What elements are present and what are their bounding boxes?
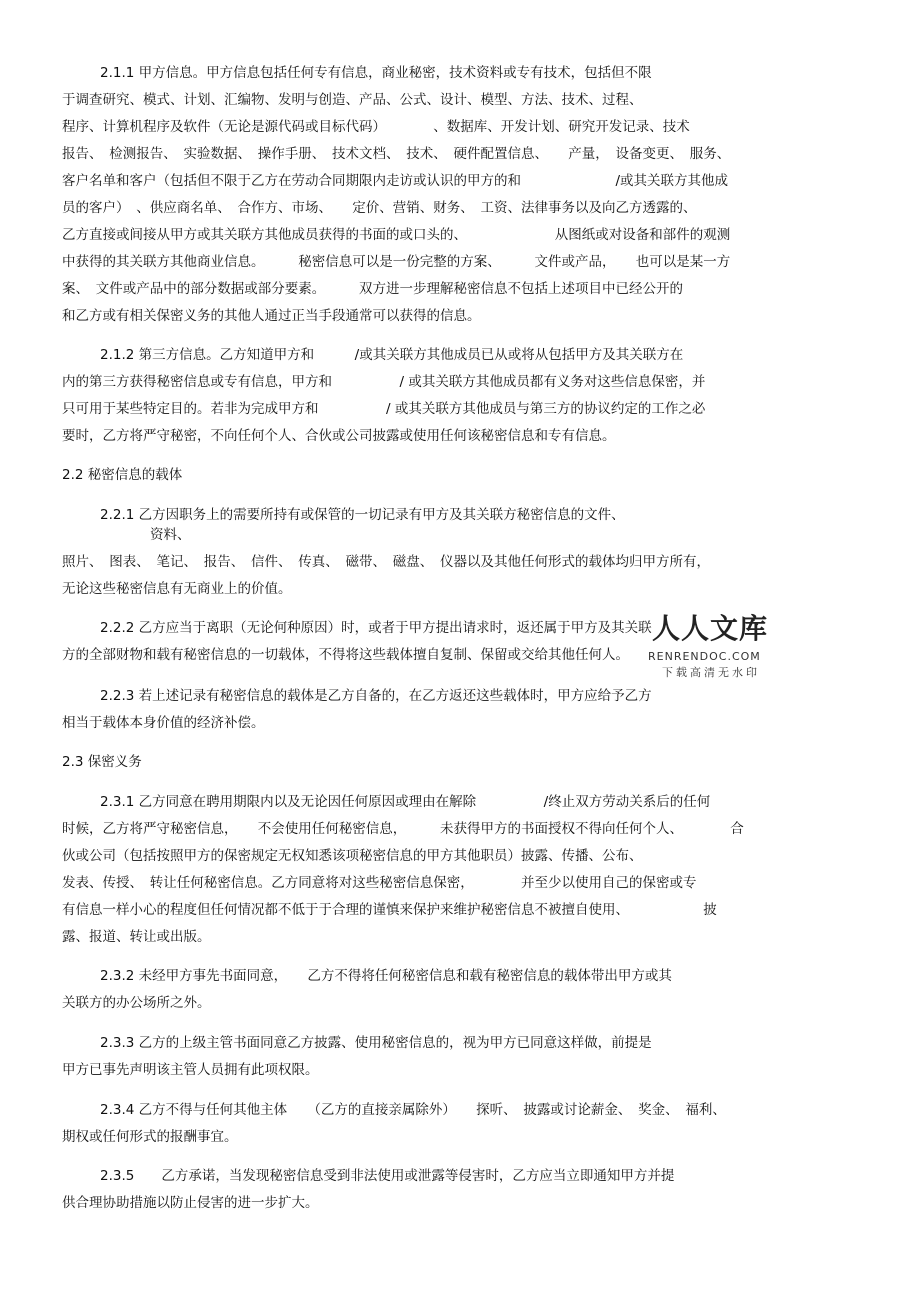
clause-2-2-3-line: 2.2.3 若上述记录有秘密信息的载体是乙方自备的，在乙方返还这些载体时，甲方应给予乙方: [100, 688, 652, 704]
clause-2-2-1-line: 资料、: [150, 527, 191, 543]
section-heading-2-2: 2.2 秘密信息的载体: [62, 467, 183, 483]
clause-2-3-4-line: 期权或任何形式的报酬事宜。: [62, 1129, 238, 1145]
clause-2-2-1-line: 无论这些秘密信息有无商业上的价值。: [62, 581, 292, 597]
clause-2-2-3-line: 相当于载体本身价值的经济补偿。: [62, 715, 265, 731]
clause-2-1-2-line: 内的第三方获得秘密信息或专有信息，甲方和 / 或其关联方其他成员都有义务对这些信息保密，并: [62, 374, 706, 390]
clause-2-3-5-line: 供合理协助措施以防止侵害的进一步扩大。: [62, 1195, 319, 1211]
clause-2-2-2-line: 2.2.2 乙方应当于离职（无论何种原因）时，或者于甲方提出请求时，返还属于甲方及其关联: [100, 620, 652, 636]
section-heading-2-3: 2.3 保密义务: [62, 754, 142, 770]
clause-2-1-1-line: 中获得的其关联方其他商业信息。 秘密信息可以是一份完整的方案、 文件或产品， 也可以是某一方: [62, 254, 731, 270]
clause-2-3-2-line: 关联方的办公场所之外。: [62, 995, 211, 1011]
clause-2-3-5-line: 2.3.5 乙方承诺，当发现秘密信息受到非法使用或泄露等侵害时，乙方应当立即通知甲方并提: [100, 1168, 675, 1184]
clause-2-3-1-line: 露、报道、转让或出版。: [62, 929, 211, 945]
clause-2-3-1-line: 时候，乙方将严守秘密信息， 不会使用任何秘密信息， 未获得甲方的书面授权不得向任何个人、 合: [62, 821, 744, 837]
clause-2-3-1-line: 有信息一样小心的程度但任何情况都不低于于合理的谨慎来保护来维护秘密信息不被擅自使用、 披: [62, 902, 717, 918]
clause-2-1-2-line: 只可用于某些特定目的。若非为完成甲方和 / 或其关联方其他成员与第三方的协议约定的工作之必: [62, 401, 706, 417]
clause-2-1-1-line: 和乙方或有相关保密义务的其他人通过正当手段通常可以获得的信息。: [62, 308, 481, 324]
clause-2-1-1-line: 案、 文件或产品中的部分数据或部分要素。 双方进一步理解秘密信息不包括上述项目中已经公开的: [62, 281, 683, 297]
clause-2-3-3-line: 2.3.3 乙方的上级主管书面同意乙方披露、使用秘密信息的，视为甲方已同意这样做，前提是: [100, 1035, 652, 1051]
watermark-logo: [644, 612, 784, 684]
clause-2-3-2-line: 2.3.2 未经甲方事先书面同意， 乙方不得将任何秘密信息和载有秘密信息的载体带出甲方或其: [100, 968, 672, 984]
clause-2-2-1-line: 2.2.1 乙方因职务上的需要所持有或保管的一切记录有甲方及其关联方秘密信息的文件、: [100, 507, 625, 523]
clause-2-3-4-line: 2.3.4 乙方不得与任何其他主体 （乙方的直接亲属除外） 探听、 披露或讨论薪金、 奖金、 福利、: [100, 1102, 726, 1118]
clause-2-1-1-line: 客户名单和客户（包括但不限于乙方在劳动合同期限内走访或认识的甲方的和 /或其关联方其他成: [62, 173, 729, 189]
watermark-title: 人人文库: [652, 612, 769, 645]
clause-2-1-1-line: 于调查研究、模式、计划、汇编物、发明与创造、产品、公式、设计、模型、方法、技术、过程、: [62, 92, 643, 108]
clause-2-1-1-line: 程序、计算机程序及软件（无论是源代码或目标代码） 、数据库、开发计划、研究开发记录、技术: [62, 119, 690, 135]
clause-2-2-1-line: 照片、 图表、 笔记、 报告、 信件、 传真、 磁带、 磁盘、 仪器以及其他任何形式的载体均归甲方所有，: [62, 554, 710, 570]
clause-2-1-1-line: 报告、 检测报告、 实验数据、 操作手册、 技术文档、 技术、 硬件配置信息、 产量， 设备变更、 服务、: [62, 146, 731, 162]
clause-2-1-2-line: 要时，乙方将严守秘密，不向任何个人、合伙或公司披露或使用任何该秘密信息和专有信息。: [62, 428, 616, 444]
clause-2-1-1-line: 员的客户） 、供应商名单、 合作方、市场、 定价、营销、财务、 工资、法律事务以及向乙方透露的、: [62, 200, 697, 216]
clause-2-3-1-line: 2.3.1 乙方同意在聘用期限内以及无论因任何原因或理由在解除 /终止双方劳动关系后的任何: [100, 794, 711, 810]
clause-2-1-1-line: 乙方直接或间接从甲方或其关联方其他成员获得的书面的或口头的、 从图纸或对设备和部件的观测: [62, 227, 731, 243]
clause-2-3-1-line: 伙或公司（包括按照甲方的保密规定无权知悉该项秘密信息的甲方其他职员）披露、传播、公布、: [62, 848, 643, 864]
watermark-subtitle: 下载高清无水印: [662, 666, 760, 679]
clause-2-1-1-line: 2.1.1 甲方信息。甲方信息包括任何专有信息，商业秘密，技术资料或专有技术，包括但不限: [100, 65, 652, 81]
watermark-domain: RENRENDOC.COM: [648, 650, 761, 663]
clause-2-3-1-line: 发表、传授、 转让任何秘密信息。乙方同意将对这些秘密信息保密， 并至少以使用自己的保密或专: [62, 875, 697, 891]
clause-2-1-2-line: 2.1.2 第三方信息。乙方知道甲方和 /或其关联方其他成员已从或将从包括甲方及其关联方在: [100, 347, 684, 363]
clause-2-2-2-line: 方的全部财物和载有秘密信息的一切载体，不得将这些载体擅自复制、保留或交给其他任何人。: [62, 647, 629, 663]
clause-2-3-3-line: 甲方已事先声明该主管人员拥有此项权限。: [62, 1062, 319, 1078]
